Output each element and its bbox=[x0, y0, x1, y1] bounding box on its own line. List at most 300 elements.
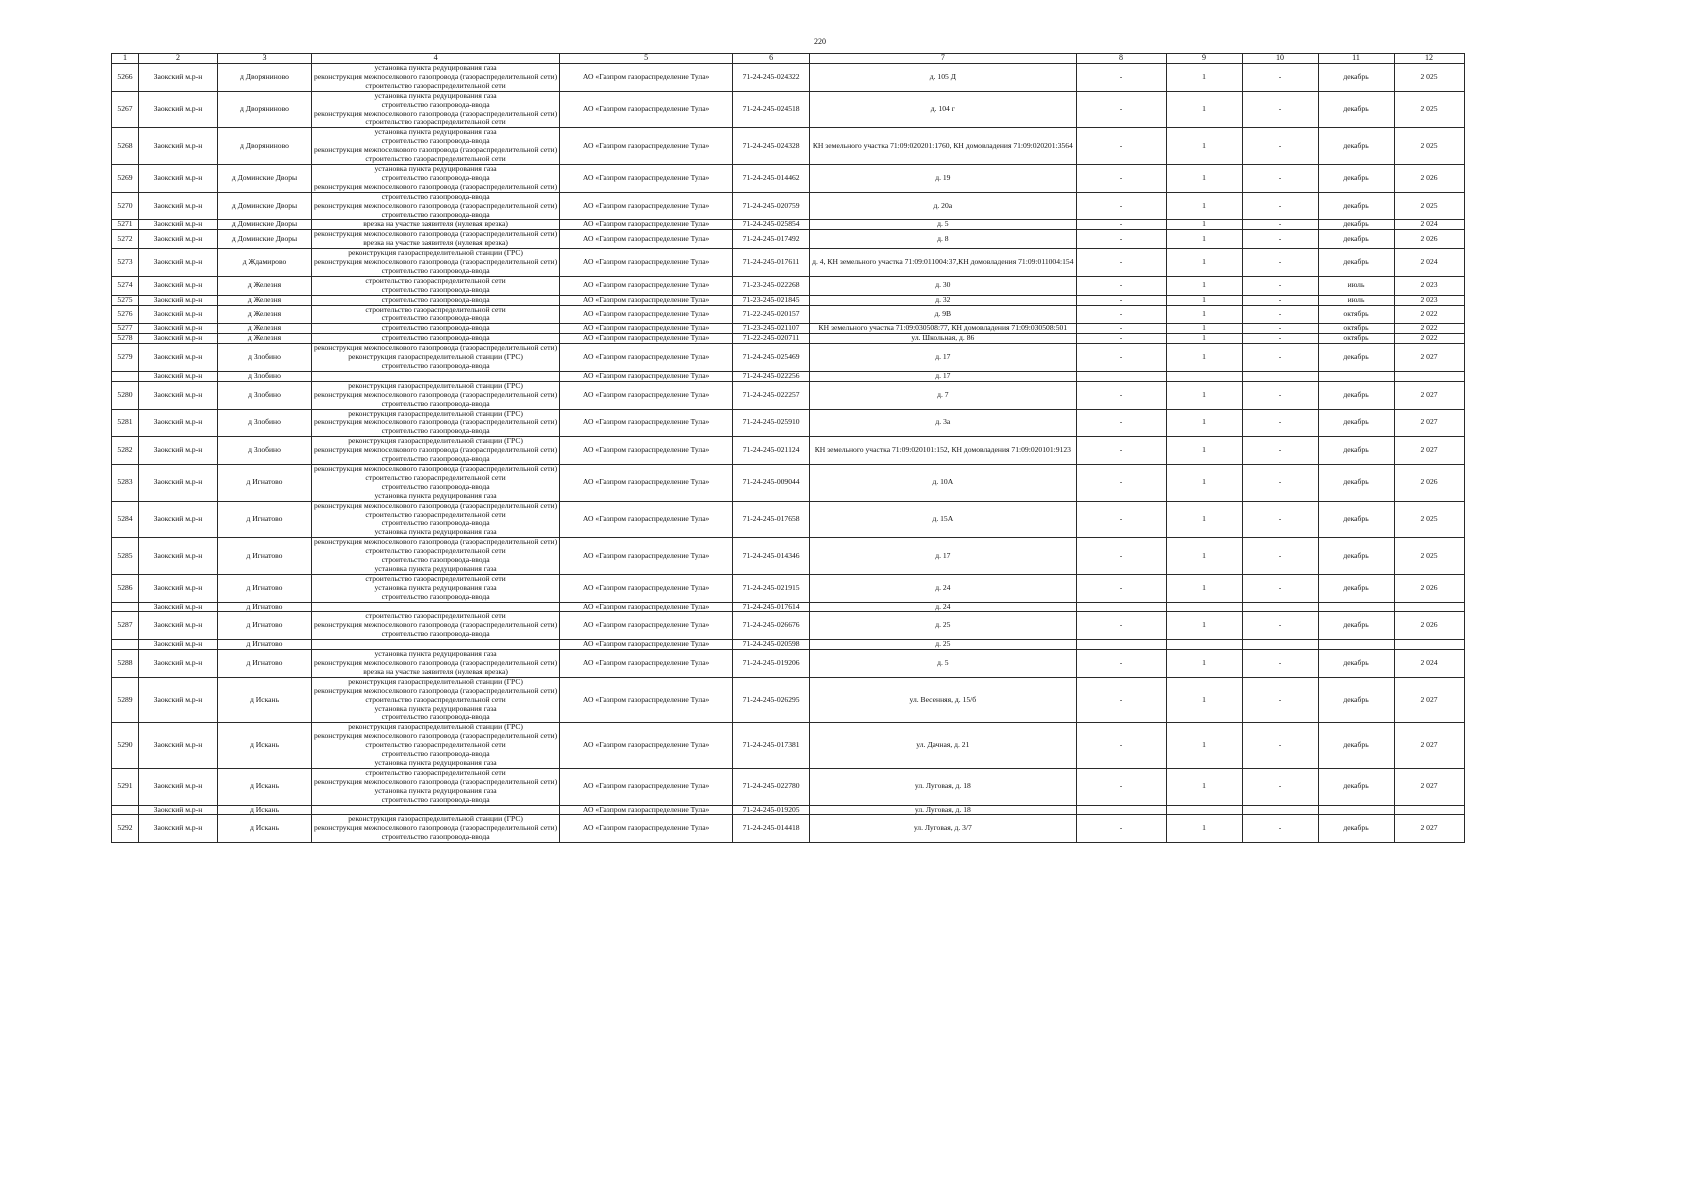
empty-cell bbox=[1394, 371, 1464, 381]
settlement: д Игнатово bbox=[218, 612, 312, 640]
col9-value: 1 bbox=[1166, 815, 1242, 843]
empty-cell bbox=[1242, 805, 1318, 815]
application-id: 71-24-245-021124 bbox=[733, 437, 810, 465]
work-item: реконструкция межпоселкового газопровода (газораспределительной сети) bbox=[314, 389, 558, 399]
col10-value: - bbox=[1242, 64, 1318, 92]
year: 2 025 bbox=[1394, 192, 1464, 220]
work-item: строительство газопровода-ввода bbox=[381, 591, 490, 601]
address: КН земельного участка 71:09:020201:1760, КН домовладения 71:09:020201:3564 bbox=[810, 128, 1076, 165]
organization: АО «Газпром газораспределение Тула» bbox=[560, 371, 733, 381]
year: 2 023 bbox=[1394, 276, 1464, 295]
record-number: 5277 bbox=[112, 324, 139, 334]
year: 2 027 bbox=[1394, 344, 1464, 372]
page-number: 220 bbox=[814, 37, 826, 46]
empty-cell bbox=[1394, 805, 1464, 815]
table-row bbox=[112, 381, 1465, 409]
organization: АО «Газпром газораспределение Тула» bbox=[560, 612, 733, 640]
works-cell bbox=[312, 815, 560, 843]
col9-value: 1 bbox=[1166, 464, 1242, 501]
empty-cell bbox=[1242, 640, 1318, 650]
month: декабрь bbox=[1318, 128, 1394, 165]
record-number: 5281 bbox=[112, 409, 139, 437]
address: д. 25 bbox=[810, 612, 1076, 640]
record-number: 5276 bbox=[112, 305, 139, 324]
application-id: 71-24-245-025854 bbox=[733, 220, 810, 230]
settlement: д Доминские Дворы bbox=[218, 192, 312, 220]
col10-value: - bbox=[1242, 164, 1318, 192]
municipality: Заокский м.р-н bbox=[139, 574, 218, 602]
empty-cell bbox=[1394, 602, 1464, 612]
work-item: строительство газораспределительной сети bbox=[365, 154, 506, 164]
column-number: 5 bbox=[560, 54, 733, 64]
work-item: реконструкция межпоселкового газопровода (газораспределительной сети) bbox=[314, 658, 558, 667]
work-item: реконструкция газораспределительной станции (ГРС) bbox=[348, 677, 523, 686]
col8-value: - bbox=[1076, 220, 1166, 230]
organization: АО «Газпром газораспределение Тула» bbox=[560, 805, 733, 815]
col10-value: - bbox=[1242, 334, 1318, 344]
col8-value: - bbox=[1076, 128, 1166, 165]
municipality: Заокский м.р-н bbox=[139, 650, 218, 678]
col9-value: 1 bbox=[1166, 164, 1242, 192]
application-id: 71-24-245-017381 bbox=[733, 723, 810, 769]
municipality: Заокский м.р-н bbox=[139, 295, 218, 305]
year: 2 022 bbox=[1394, 305, 1464, 324]
application-id: 71-24-245-021915 bbox=[733, 574, 810, 602]
work-item: реконструкция газораспределительной станции (ГРС) bbox=[348, 722, 523, 732]
work-item: строительство газопровода-ввода bbox=[381, 454, 490, 464]
table-row bbox=[112, 650, 1465, 678]
work-item: строительство газопровода-ввода bbox=[381, 398, 490, 408]
month: июль bbox=[1318, 276, 1394, 295]
organization: АО «Газпром газораспределение Тула» bbox=[560, 650, 733, 678]
year: 2 025 bbox=[1394, 64, 1464, 92]
organization: АО «Газпром газораспределение Тула» bbox=[560, 220, 733, 230]
work-item: реконструкция газораспределительной станции (ГРС) bbox=[348, 352, 523, 362]
works-cell bbox=[312, 464, 560, 501]
application-id: 71-24-245-017492 bbox=[733, 230, 810, 249]
settlement: д Железня bbox=[218, 295, 312, 305]
work-item: строительство газопровода-ввода bbox=[381, 749, 490, 759]
municipality: Заокский м.р-н bbox=[139, 464, 218, 501]
col9-value: 1 bbox=[1166, 723, 1242, 769]
record-number: 5274 bbox=[112, 276, 139, 295]
record-number: 5268 bbox=[112, 128, 139, 165]
settlement: д Игнатово bbox=[218, 650, 312, 678]
work-item: реконструкция межпоселкового газопровода (газораспределительной сети) bbox=[314, 620, 558, 630]
record-number: 5284 bbox=[112, 501, 139, 538]
application-id: 71-24-245-024322 bbox=[733, 64, 810, 92]
col10-value: - bbox=[1242, 723, 1318, 769]
address: д. 15А bbox=[810, 501, 1076, 538]
application-id: 71-24-245-017658 bbox=[733, 501, 810, 538]
work-item: строительство газораспределительной сети bbox=[365, 740, 506, 750]
col8-value: - bbox=[1076, 91, 1166, 128]
empty-cell bbox=[112, 640, 139, 650]
settlement: д Дворяниново bbox=[218, 91, 312, 128]
col10-value: - bbox=[1242, 128, 1318, 165]
column-number: 6 bbox=[733, 54, 810, 64]
month: декабрь bbox=[1318, 723, 1394, 769]
column-number: 7 bbox=[810, 54, 1076, 64]
works-cell bbox=[312, 64, 560, 92]
application-id: 71-24-245-025910 bbox=[733, 409, 810, 437]
month: декабрь bbox=[1318, 220, 1394, 230]
work-item: врезка на участке заявителя (нулевая врезка) bbox=[363, 666, 508, 676]
municipality: Заокский м.р-н bbox=[139, 220, 218, 230]
application-id: 71-24-245-019205 bbox=[733, 805, 810, 815]
application-id: 71-22-245-020711 bbox=[733, 334, 810, 344]
record-number: 5272 bbox=[112, 230, 139, 249]
col8-value: - bbox=[1076, 295, 1166, 305]
address: ул. Школьная, д. 86 bbox=[810, 334, 1076, 344]
address: д. 24 bbox=[810, 574, 1076, 602]
settlement: д Искань bbox=[218, 805, 312, 815]
col9-value: 1 bbox=[1166, 249, 1242, 277]
application-id: 71-22-245-020157 bbox=[733, 305, 810, 324]
month: июль bbox=[1318, 295, 1394, 305]
month: октябрь bbox=[1318, 334, 1394, 344]
settlement: д Игнатово bbox=[218, 640, 312, 650]
work-item: строительство газораспределительной сети bbox=[365, 305, 506, 314]
works-cell bbox=[312, 437, 560, 465]
organization: АО «Газпром газораспределение Тула» bbox=[560, 344, 733, 372]
address: ул. Дачная, д. 21 bbox=[810, 723, 1076, 769]
table-row bbox=[112, 230, 1465, 249]
work-item: реконструкция межпоселкового газопровода (газораспределительной сети) bbox=[314, 501, 558, 510]
year: 2 025 bbox=[1394, 538, 1464, 575]
record-number: 5273 bbox=[112, 249, 139, 277]
table-row bbox=[112, 91, 1465, 128]
table-row bbox=[112, 677, 1465, 723]
work-item: строительство газопровода-ввода bbox=[381, 136, 490, 146]
organization: АО «Газпром газораспределение Тула» bbox=[560, 723, 733, 769]
column-number: 4 bbox=[312, 54, 560, 64]
municipality: Заокский м.р-н bbox=[139, 305, 218, 324]
organization: АО «Газпром газораспределение Тула» bbox=[560, 249, 733, 277]
column-number: 2 bbox=[139, 54, 218, 64]
column-number: 11 bbox=[1318, 54, 1394, 64]
col9-value: 1 bbox=[1166, 295, 1242, 305]
address: д. 105 Д bbox=[810, 64, 1076, 92]
organization: АО «Газпром газораспределение Тула» bbox=[560, 409, 733, 437]
settlement: д Искань bbox=[218, 723, 312, 769]
col8-value: - bbox=[1076, 276, 1166, 295]
works-cell bbox=[312, 249, 560, 277]
record-number: 5287 bbox=[112, 612, 139, 640]
record-number: 5289 bbox=[112, 677, 139, 723]
column-number: 1 bbox=[112, 54, 139, 64]
application-id: 71-24-245-026295 bbox=[733, 677, 810, 723]
work-item: строительство газопровода-ввода bbox=[381, 209, 490, 219]
table-row bbox=[112, 64, 1465, 92]
work-item: реконструкция газораспределительной станции (ГРС) bbox=[348, 409, 523, 418]
year: 2 027 bbox=[1394, 437, 1464, 465]
works-cell bbox=[312, 612, 560, 640]
address: ул. Весенняя, д. 15/б bbox=[810, 677, 1076, 723]
col8-value: - bbox=[1076, 164, 1166, 192]
col9-value: 1 bbox=[1166, 344, 1242, 372]
work-item: реконструкция межпоселкового газопровода (газораспределительной сети) bbox=[314, 464, 558, 473]
settlement: д Ждамирово bbox=[218, 249, 312, 277]
settlement: д Железня bbox=[218, 334, 312, 344]
table-row bbox=[112, 344, 1465, 372]
year: 2 022 bbox=[1394, 334, 1464, 344]
municipality: Заокский м.р-н bbox=[139, 381, 218, 409]
municipality: Заокский м.р-н bbox=[139, 409, 218, 437]
works-cell bbox=[312, 344, 560, 372]
work-item: строительство газопровода-ввода bbox=[381, 555, 490, 565]
application-id: 71-24-245-022780 bbox=[733, 768, 810, 805]
table-row bbox=[112, 324, 1465, 334]
work-item: строительство газопровода-ввода bbox=[381, 361, 490, 370]
address: д. 104 г bbox=[810, 91, 1076, 128]
address: д. 5 bbox=[810, 650, 1076, 678]
col9-value: 1 bbox=[1166, 91, 1242, 128]
settlement: д Доминские Дворы bbox=[218, 220, 312, 230]
application-id: 71-24-245-020759 bbox=[733, 192, 810, 220]
application-id: 71-24-245-017614 bbox=[733, 602, 810, 612]
work-item: установка пункта редуцирования газа bbox=[374, 582, 497, 592]
month: декабрь bbox=[1318, 91, 1394, 128]
col9-value: 1 bbox=[1166, 437, 1242, 465]
table-row bbox=[112, 538, 1465, 575]
col10-value: - bbox=[1242, 409, 1318, 437]
settlement: д Злобино bbox=[218, 344, 312, 372]
month: декабрь bbox=[1318, 538, 1394, 575]
col10-value: - bbox=[1242, 276, 1318, 295]
col9-value: 1 bbox=[1166, 230, 1242, 249]
empty-cell bbox=[112, 602, 139, 612]
empty-cell bbox=[1076, 371, 1166, 381]
table-row bbox=[112, 464, 1465, 501]
table-row bbox=[112, 501, 1465, 538]
work-item: строительство газопровода-ввода bbox=[381, 265, 490, 275]
municipality: Заокский м.р-н bbox=[139, 501, 218, 538]
application-id: 71-24-245-017611 bbox=[733, 249, 810, 277]
table-row-sub bbox=[112, 640, 1465, 650]
municipality: Заокский м.р-н bbox=[139, 677, 218, 723]
settlement: д Игнатово bbox=[218, 464, 312, 501]
works-cell bbox=[312, 324, 560, 334]
work-item: строительство газопровода-ввода bbox=[381, 313, 490, 323]
month: октябрь bbox=[1318, 305, 1394, 324]
col9-value: 1 bbox=[1166, 574, 1242, 602]
work-item: строительство газораспределительной сети bbox=[365, 694, 506, 704]
empty-cell bbox=[1076, 805, 1166, 815]
municipality: Заокский м.р-н bbox=[139, 768, 218, 805]
address: д. 8 bbox=[810, 230, 1076, 249]
organization: АО «Газпром газораспределение Тула» bbox=[560, 295, 733, 305]
col8-value: - bbox=[1076, 334, 1166, 344]
application-id: 71-23-245-022268 bbox=[733, 276, 810, 295]
organization: АО «Газпром газораспределение Тула» bbox=[560, 768, 733, 805]
col9-value: 1 bbox=[1166, 677, 1242, 723]
works-cell bbox=[312, 538, 560, 575]
work-item: установка пункта редуцирования газа bbox=[374, 757, 497, 767]
col9-value: 1 bbox=[1166, 768, 1242, 805]
col8-value: - bbox=[1076, 574, 1166, 602]
col9-value: 1 bbox=[1166, 381, 1242, 409]
organization: АО «Газпром газораспределение Тула» bbox=[560, 437, 733, 465]
empty-cell bbox=[1394, 640, 1464, 650]
work-item: реконструкция межпоселкового газопровода (газораспределительной сети) bbox=[314, 537, 558, 547]
work-item: реконструкция межпоселкового газопровода (газораспределительной сети) bbox=[314, 445, 558, 455]
work-item: установка пункта редуцирования газа bbox=[374, 490, 497, 500]
work-item: строительство газораспределительной сети bbox=[365, 276, 506, 285]
table-row-sub bbox=[112, 805, 1465, 815]
year: 2 027 bbox=[1394, 409, 1464, 437]
application-id: 71-24-245-024518 bbox=[733, 91, 810, 128]
table-row bbox=[112, 276, 1465, 295]
municipality: Заокский м.р-н bbox=[139, 344, 218, 372]
work-item: реконструкция газораспределительной станции (ГРС) bbox=[348, 436, 523, 446]
col9-value: 1 bbox=[1166, 538, 1242, 575]
application-id: 71-24-245-009044 bbox=[733, 464, 810, 501]
works-cell bbox=[312, 677, 560, 723]
month: декабрь bbox=[1318, 501, 1394, 538]
col8-value: - bbox=[1076, 381, 1166, 409]
table-row bbox=[112, 612, 1465, 640]
col9-value: 1 bbox=[1166, 334, 1242, 344]
col9-value: 1 bbox=[1166, 305, 1242, 324]
address: д. 17 bbox=[810, 538, 1076, 575]
organization: АО «Газпром газораспределение Тула» bbox=[560, 128, 733, 165]
col9-value: 1 bbox=[1166, 64, 1242, 92]
table-row bbox=[112, 305, 1465, 324]
address: КН земельного участка 71:09:030508:77, КН домовладения 71:09:030508:501 bbox=[810, 324, 1076, 334]
empty-cell bbox=[1076, 640, 1166, 650]
work-item: реконструкция межпоселкового газопровода (газораспределительной сети) bbox=[314, 71, 558, 81]
address: д. 25 bbox=[810, 640, 1076, 650]
year: 2 027 bbox=[1394, 677, 1464, 723]
application-id: 71-24-245-022256 bbox=[733, 371, 810, 381]
col8-value: - bbox=[1076, 723, 1166, 769]
year: 2 026 bbox=[1394, 164, 1464, 192]
settlement: д Злобино bbox=[218, 381, 312, 409]
settlement: д Искань bbox=[218, 768, 312, 805]
column-number: 3 bbox=[218, 54, 312, 64]
col10-value: - bbox=[1242, 815, 1318, 843]
month: декабрь bbox=[1318, 574, 1394, 602]
settlement: д Игнатово bbox=[218, 574, 312, 602]
record-number: 5291 bbox=[112, 768, 139, 805]
settlement: д Дворяниново bbox=[218, 128, 312, 165]
work-item: строительство газопровода-ввода bbox=[381, 295, 490, 304]
table-row bbox=[112, 574, 1465, 602]
works-cell bbox=[312, 640, 560, 650]
year: 2 024 bbox=[1394, 650, 1464, 678]
year: 2 025 bbox=[1394, 501, 1464, 538]
application-id: 71-24-245-019206 bbox=[733, 650, 810, 678]
address: ул. Луговая, д. 18 bbox=[810, 805, 1076, 815]
settlement: д Железня bbox=[218, 276, 312, 295]
col9-value: 1 bbox=[1166, 612, 1242, 640]
col10-value: - bbox=[1242, 91, 1318, 128]
work-item: строительство газопровода-ввода bbox=[381, 333, 490, 343]
application-id: 71-23-245-021107 bbox=[733, 324, 810, 334]
works-cell bbox=[312, 164, 560, 192]
record-number: 5279 bbox=[112, 344, 139, 372]
col10-value: - bbox=[1242, 192, 1318, 220]
works-cell bbox=[312, 409, 560, 437]
col8-value: - bbox=[1076, 409, 1166, 437]
empty-cell bbox=[1166, 371, 1242, 381]
record-number: 5286 bbox=[112, 574, 139, 602]
works-cell bbox=[312, 768, 560, 805]
record-number: 5278 bbox=[112, 334, 139, 344]
table-row bbox=[112, 815, 1465, 843]
column-number: 8 bbox=[1076, 54, 1166, 64]
municipality: Заокский м.р-н bbox=[139, 815, 218, 843]
work-item: строительство газопровода-ввода bbox=[381, 518, 490, 528]
year: 2 023 bbox=[1394, 295, 1464, 305]
year: 2 022 bbox=[1394, 324, 1464, 334]
municipality: Заокский м.р-н bbox=[139, 602, 218, 612]
work-item: реконструкция межпоселкового газопровода (газораспределительной сети) bbox=[314, 181, 558, 191]
month: декабрь bbox=[1318, 768, 1394, 805]
table-row bbox=[112, 437, 1465, 465]
municipality: Заокский м.р-н bbox=[139, 230, 218, 249]
col8-value: - bbox=[1076, 677, 1166, 723]
organization: АО «Газпром газораспределение Тула» bbox=[560, 538, 733, 575]
application-id: 71-24-245-022257 bbox=[733, 381, 810, 409]
organization: АО «Газпром газораспределение Тула» bbox=[560, 574, 733, 602]
table-row bbox=[112, 334, 1465, 344]
month: декабрь bbox=[1318, 650, 1394, 678]
month: декабрь bbox=[1318, 192, 1394, 220]
work-item: строительство газораспределительной сети bbox=[365, 117, 506, 127]
table-row bbox=[112, 128, 1465, 165]
year: 2 027 bbox=[1394, 768, 1464, 805]
work-item: реконструкция межпоселкового газопровода (газораспределительной сети) bbox=[314, 685, 558, 695]
work-item: врезка на участке заявителя (нулевая врезка) bbox=[363, 238, 508, 248]
municipality: Заокский м.р-н bbox=[139, 538, 218, 575]
settlement: д Игнатово bbox=[218, 538, 312, 575]
organization: АО «Газпром газораспределение Тула» bbox=[560, 230, 733, 249]
work-item: строительство газораспределительной сети bbox=[365, 574, 506, 583]
works-cell bbox=[312, 574, 560, 602]
works-cell bbox=[312, 371, 560, 381]
organization: АО «Газпром газораспределение Тула» bbox=[560, 324, 733, 334]
col10-value: - bbox=[1242, 381, 1318, 409]
col8-value: - bbox=[1076, 344, 1166, 372]
work-item: реконструкция межпоселкового газопровода (газораспределительной сети) bbox=[314, 145, 558, 155]
work-item: строительство газопровода-ввода bbox=[381, 192, 490, 201]
record-number: 5280 bbox=[112, 381, 139, 409]
col8-value: - bbox=[1076, 501, 1166, 538]
works-cell bbox=[312, 230, 560, 249]
organization: АО «Газпром газораспределение Тула» bbox=[560, 334, 733, 344]
col8-value: - bbox=[1076, 324, 1166, 334]
record-number: 5275 bbox=[112, 295, 139, 305]
municipality: Заокский м.р-н bbox=[139, 334, 218, 344]
municipality: Заокский м.р-н bbox=[139, 192, 218, 220]
address: д. 32 bbox=[810, 295, 1076, 305]
month: декабрь bbox=[1318, 815, 1394, 843]
work-item: врезка на участке заявителя (нулевая врезка) bbox=[363, 219, 508, 229]
column-number: 12 bbox=[1394, 54, 1464, 64]
work-item: строительство газораспределительной сети bbox=[365, 768, 506, 777]
address: д. 30 bbox=[810, 276, 1076, 295]
year: 2 024 bbox=[1394, 249, 1464, 277]
address: д. 17 bbox=[810, 344, 1076, 372]
municipality: Заокский м.р-н bbox=[139, 249, 218, 277]
organization: АО «Газпром газораспределение Тула» bbox=[560, 64, 733, 92]
col8-value: - bbox=[1076, 815, 1166, 843]
address: д. 20а bbox=[810, 192, 1076, 220]
application-id: 71-24-245-014418 bbox=[733, 815, 810, 843]
col8-value: - bbox=[1076, 538, 1166, 575]
